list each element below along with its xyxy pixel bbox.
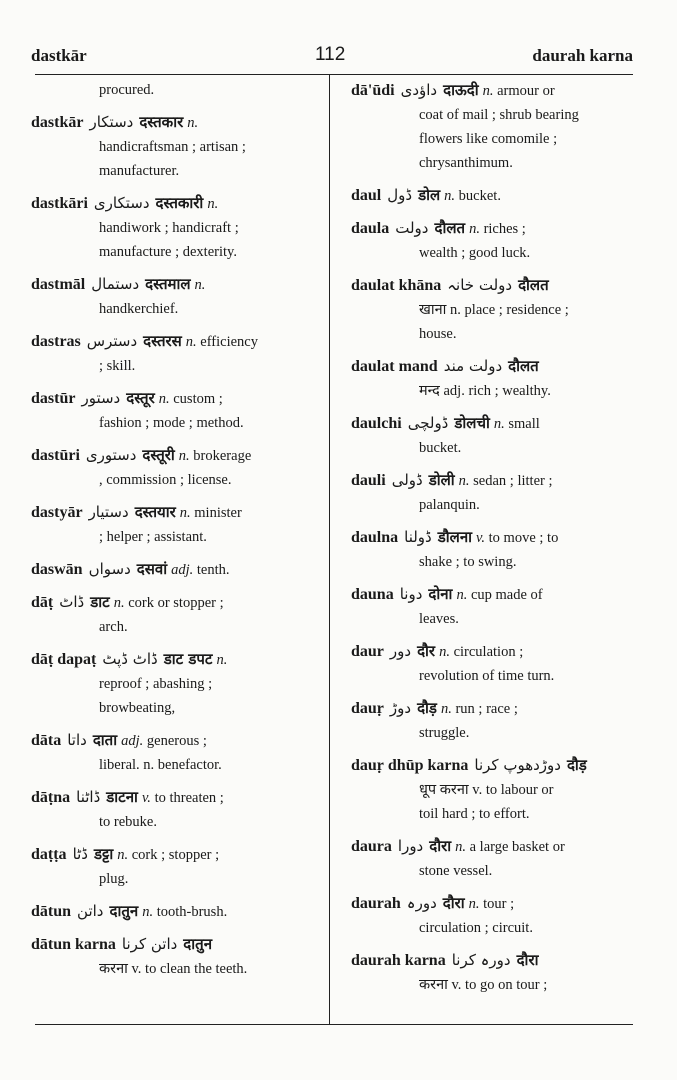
urdu-script: دولت خانہ (447, 276, 513, 294)
dictionary-entry (351, 834, 635, 883)
dictionary-entry (351, 468, 635, 517)
dictionary-entry (351, 78, 635, 175)
definition-continuation: flowers like comomile ; (419, 131, 558, 147)
urdu-script: دورہ (406, 894, 437, 912)
definition-text: tooth-brush. (156, 904, 228, 920)
dictionary-entry (351, 525, 635, 574)
definition-continuation: leaves. (419, 611, 459, 627)
dictionary-entry (31, 500, 317, 549)
devanagari-script: दस्तकार (139, 113, 184, 131)
part-of-speech: n. (113, 595, 125, 611)
definition-text: small (508, 416, 540, 432)
entry-first-line (351, 582, 635, 607)
part-of-speech: n. (185, 334, 197, 350)
entry-first-line (31, 272, 317, 297)
urdu-script: دولت مند (443, 357, 503, 375)
devanagari-script: दातुन (109, 902, 139, 920)
entry-first-line (31, 191, 317, 216)
definition-text: armour or (497, 83, 555, 99)
dictionary-entry (31, 443, 317, 492)
definition-text: brokerage (193, 448, 252, 464)
part-of-speech: adj. (121, 733, 144, 749)
entry-first-line (31, 899, 317, 924)
entry-first-line (31, 785, 317, 810)
devanagari-script: दस्तरस (143, 332, 182, 350)
dictionary-entry (31, 386, 317, 435)
devanagari-script: दौड़ (566, 756, 587, 774)
definition-text: cork ; stopper ; (131, 847, 220, 863)
page-number: 112 (315, 44, 346, 65)
part-of-speech: n. (482, 83, 494, 99)
dictionary-entry (31, 557, 317, 582)
entry-first-line (351, 354, 635, 379)
headword: dastūr (31, 390, 76, 407)
devanagari-script: दौरा (516, 951, 539, 969)
headword: dāta (31, 732, 62, 749)
dictionary-entry (351, 639, 635, 688)
headword: dātun karna (31, 936, 116, 953)
part-of-speech: n. (158, 391, 170, 407)
entry-first-line (31, 443, 317, 468)
urdu-script: دستور (81, 389, 121, 407)
page-header (31, 42, 633, 70)
headword: dauli (351, 472, 386, 489)
urdu-script: ڈولی (391, 471, 423, 489)
definition-continuation: toil hard ; to effort. (419, 806, 530, 822)
header-rule (35, 74, 633, 75)
part-of-speech: v. (476, 530, 486, 546)
urdu-script: داؤدی (400, 81, 438, 99)
urdu-script: دورہ کرنا (451, 951, 511, 969)
definition-continuation: shake ; to swing. (419, 554, 517, 570)
headword: dāṭna (31, 789, 71, 806)
devanagari-script: दस्तमाल (145, 275, 191, 293)
entry-first-line (31, 932, 317, 957)
part-of-speech: n. (179, 505, 191, 521)
devanagari-script: दौड़ (417, 699, 437, 717)
definition-continuation: browbeating, (99, 700, 176, 716)
headword: daswān (31, 561, 83, 578)
part-of-speech: n. (493, 416, 505, 432)
urdu-script: ڈاٹنا (76, 788, 101, 806)
urdu-script: دستوری (85, 446, 137, 464)
dictionary-entry (351, 948, 635, 997)
urdu-script: ڈاٹ ڈپٹ (102, 650, 158, 668)
definition-continuation: revolution of time turn. (419, 668, 555, 684)
dictionary-entry (31, 272, 317, 321)
entry-first-line (351, 183, 635, 208)
definition-continuation: ; helper ; assistant. (99, 529, 207, 545)
headword: dastūri (31, 447, 80, 464)
entry-first-line (351, 834, 635, 859)
urdu-script: دستیار (88, 503, 129, 521)
definition-continuation: coat of mail ; shrub bearing (419, 107, 579, 123)
definition-text: to threaten ; (154, 790, 224, 806)
dictionary-entry (351, 354, 635, 403)
dictionary-entry (31, 590, 317, 639)
devanagari-script: डौलना (437, 528, 473, 546)
definition-continuation: wealth ; good luck. (419, 245, 531, 261)
definition-continuation: धूप करना v. to labour or (419, 782, 554, 798)
urdu-script: ڈولچی (407, 414, 449, 432)
headword: dātun (31, 903, 72, 920)
entry-first-line (31, 647, 317, 672)
headword: daulchi (351, 415, 402, 432)
definition-text: run ; race ; (455, 701, 518, 717)
urdu-script: دونا (399, 585, 423, 603)
headword: dauna (351, 586, 394, 603)
definition-continuation: मन्द adj. rich ; wealthy. (419, 383, 551, 399)
definition-continuation: bucket. (419, 440, 462, 456)
headword: daula (351, 220, 390, 237)
dictionary-entry (31, 842, 317, 891)
dictionary-entry (31, 899, 317, 924)
entry-first-line (351, 468, 635, 493)
continued-fragment: procured. (99, 82, 155, 98)
devanagari-script: दाऊदी (443, 81, 479, 99)
entry-first-line (31, 728, 317, 753)
headword: dā'ūdi (351, 82, 395, 99)
definition-text: a large basket or (469, 839, 565, 855)
headword: dastyār (31, 504, 83, 521)
urdu-script: دورا (397, 837, 424, 855)
definition-text: to move ; to (488, 530, 559, 546)
definition-text: tenth. (196, 562, 230, 578)
part-of-speech: v. (141, 790, 151, 806)
definition-continuation: circulation ; circuit. (419, 920, 533, 936)
urdu-script: دسترس (86, 332, 138, 350)
definition-continuation: house. (419, 326, 457, 342)
urdu-script: دوڑ (389, 699, 412, 717)
definition-continuation: to rebuke. (99, 814, 157, 830)
definition-text: sedan ; litter ; (473, 473, 553, 489)
part-of-speech: adj. (171, 562, 194, 578)
headword: daul (351, 187, 382, 204)
definition-continuation: arch. (99, 619, 128, 635)
dictionary-entry (31, 110, 317, 183)
column-divider (329, 74, 330, 1024)
part-of-speech: n. (187, 115, 199, 131)
devanagari-script: डोलची (454, 414, 490, 432)
part-of-speech: n. (216, 652, 228, 668)
header-left-guideword: dastkār (31, 46, 87, 65)
dictionary-entry (31, 647, 317, 720)
headword: dāṭ dapaṭ (31, 651, 97, 668)
dictionary-entry (31, 329, 317, 378)
definition-text: efficiency (200, 334, 258, 350)
devanagari-script: दसवां (136, 560, 168, 578)
headword: daur (351, 643, 384, 660)
definition-continuation: handiwork ; handicraft ; (99, 220, 239, 236)
headword: dauṛ (351, 700, 384, 717)
devanagari-script: दाता (92, 731, 118, 749)
headword: daurah (351, 895, 401, 912)
dictionary-entry (31, 785, 317, 834)
devanagari-script: दौलत (434, 219, 466, 237)
devanagari-script: दौर (417, 642, 436, 660)
dictionary-entry (31, 191, 317, 264)
part-of-speech: n. (469, 221, 480, 237)
dictionary-entry (351, 696, 635, 745)
definition-text: generous ; (146, 733, 207, 749)
entry-first-line (31, 557, 317, 582)
dictionary-entry (351, 582, 635, 631)
part-of-speech: n. (458, 473, 470, 489)
definition-continuation: खाना n. place ; residence ; (419, 302, 569, 318)
headword: dastkāri (31, 195, 88, 212)
urdu-script: داتا (67, 731, 87, 749)
urdu-script: ڈول (387, 186, 413, 204)
part-of-speech: n. (444, 188, 456, 204)
devanagari-script: दौलत (518, 276, 549, 294)
definition-text: tour ; (483, 896, 515, 912)
header-right-guideword: daurah karna (532, 46, 633, 65)
part-of-speech: n. (439, 644, 450, 660)
dictionary-entry (351, 273, 635, 346)
headword: daurah karna (351, 952, 446, 969)
dictionary-entry (351, 216, 635, 265)
headword: dastmāl (31, 276, 86, 293)
definition-continuation: manufacturer. (99, 163, 180, 179)
definition-continuation: plug. (99, 871, 129, 887)
left-column (31, 78, 317, 981)
devanagari-script: दस्तकारी (155, 194, 204, 212)
devanagari-script: डोल (418, 186, 441, 204)
part-of-speech: n. (468, 896, 480, 912)
definition-continuation: manufacture ; dexterity. (99, 244, 237, 260)
entry-first-line (351, 696, 635, 721)
definition-continuation: handicraftsman ; artisan ; (99, 139, 246, 155)
devanagari-script: दातुन (183, 935, 213, 953)
urdu-script: دستمال (91, 275, 140, 293)
headword: dastkār (31, 114, 84, 131)
urdu-script: ڈٹا (72, 845, 88, 863)
headword: daulat khāna (351, 277, 442, 294)
footer-rule (35, 1024, 633, 1025)
definition-continuation: handkerchief. (99, 301, 179, 317)
entry-first-line (351, 273, 635, 298)
right-column (351, 78, 635, 997)
definition-continuation: करना v. to go on tour ; (419, 977, 548, 993)
headword: daṭṭa (31, 846, 67, 863)
part-of-speech: n. (456, 587, 468, 603)
definition-continuation: reproof ; abashing ; (99, 676, 213, 692)
definition-text: bucket. (458, 188, 501, 204)
headword: dauṛ dhūp karna (351, 757, 469, 774)
entry-first-line (351, 525, 635, 550)
definition-continuation: stone vessel. (419, 863, 493, 879)
entry-first-line (31, 386, 317, 411)
devanagari-script: डोली (428, 471, 455, 489)
part-of-speech: n. (178, 448, 190, 464)
part-of-speech: n. (440, 701, 452, 717)
devanagari-script: दोना (428, 585, 453, 603)
urdu-script: دستکاری (93, 194, 150, 212)
devanagari-script: दौरा (429, 837, 452, 855)
definition-text: custom ; (173, 391, 223, 407)
definition-continuation: struggle. (419, 725, 470, 741)
devanagari-script: डाट डपट (163, 650, 213, 668)
devanagari-script: दौरा (442, 894, 465, 912)
urdu-script: دسواں (88, 560, 131, 578)
definition-continuation: chrysanthimum. (419, 155, 513, 171)
headword: daulna (351, 529, 399, 546)
entry-first-line (31, 110, 317, 135)
devanagari-script: दौलत (508, 357, 539, 375)
definition-text: cup made of (470, 587, 543, 603)
urdu-script: دور (389, 642, 412, 660)
entry-first-line (31, 590, 317, 615)
dictionary-entry (31, 728, 317, 777)
entry-first-line (351, 411, 635, 436)
devanagari-script: दस्तूरी (142, 446, 175, 464)
entry-first-line (351, 639, 635, 664)
entry-first-line (351, 753, 635, 778)
definition-continuation: ; skill. (99, 358, 136, 374)
urdu-script: ڈاٹ (59, 593, 85, 611)
devanagari-script: डाटना (106, 788, 138, 806)
part-of-speech: n. (117, 847, 129, 863)
dictionary-entry (351, 411, 635, 460)
part-of-speech: n. (455, 839, 466, 855)
definition-text: riches ; (483, 221, 526, 237)
dictionary-entry (351, 183, 635, 208)
dictionary-entry (31, 932, 317, 981)
headword: dāṭ (31, 594, 54, 611)
dictionary-entry (351, 891, 635, 940)
definition-continuation: करना v. to clean the teeth. (99, 961, 248, 977)
urdu-script: دستکار (89, 113, 134, 131)
definition-text: circulation ; (453, 644, 524, 660)
definition-continuation: liberal. n. benefactor. (99, 757, 222, 773)
devanagari-script: डाट (90, 593, 110, 611)
urdu-script: داتن (77, 902, 104, 920)
entry-first-line (31, 329, 317, 354)
devanagari-script: डट्टा (94, 845, 114, 863)
headword: daulat mand (351, 358, 438, 375)
headword: dastras (31, 333, 81, 350)
urdu-script: دولت (395, 219, 429, 237)
definition-continuation: palanquin. (419, 497, 480, 513)
entry-first-line (31, 500, 317, 525)
entry-first-line (351, 216, 635, 241)
definition-continuation: fashion ; mode ; method. (99, 415, 244, 431)
entry-first-line (31, 842, 317, 867)
urdu-script: داتن کرنا (121, 935, 178, 953)
headword: daura (351, 838, 392, 855)
part-of-speech: n. (207, 196, 219, 212)
urdu-script: ڈولنا (404, 528, 432, 546)
devanagari-script: दस्तयार (134, 503, 176, 521)
dictionary-entry (351, 753, 635, 826)
entry-first-line (351, 891, 635, 916)
part-of-speech: n. (194, 277, 206, 293)
entry-first-line (351, 948, 635, 973)
urdu-script: دوڑدھوپ کرنا (474, 756, 561, 774)
part-of-speech: n. (142, 904, 154, 920)
entry-first-line (351, 78, 635, 103)
devanagari-script: दस्तूर (126, 389, 155, 407)
definition-continuation: , commission ; license. (99, 472, 232, 488)
definition-text: cork or stopper ; (128, 595, 224, 611)
definition-text: minister (194, 505, 242, 521)
